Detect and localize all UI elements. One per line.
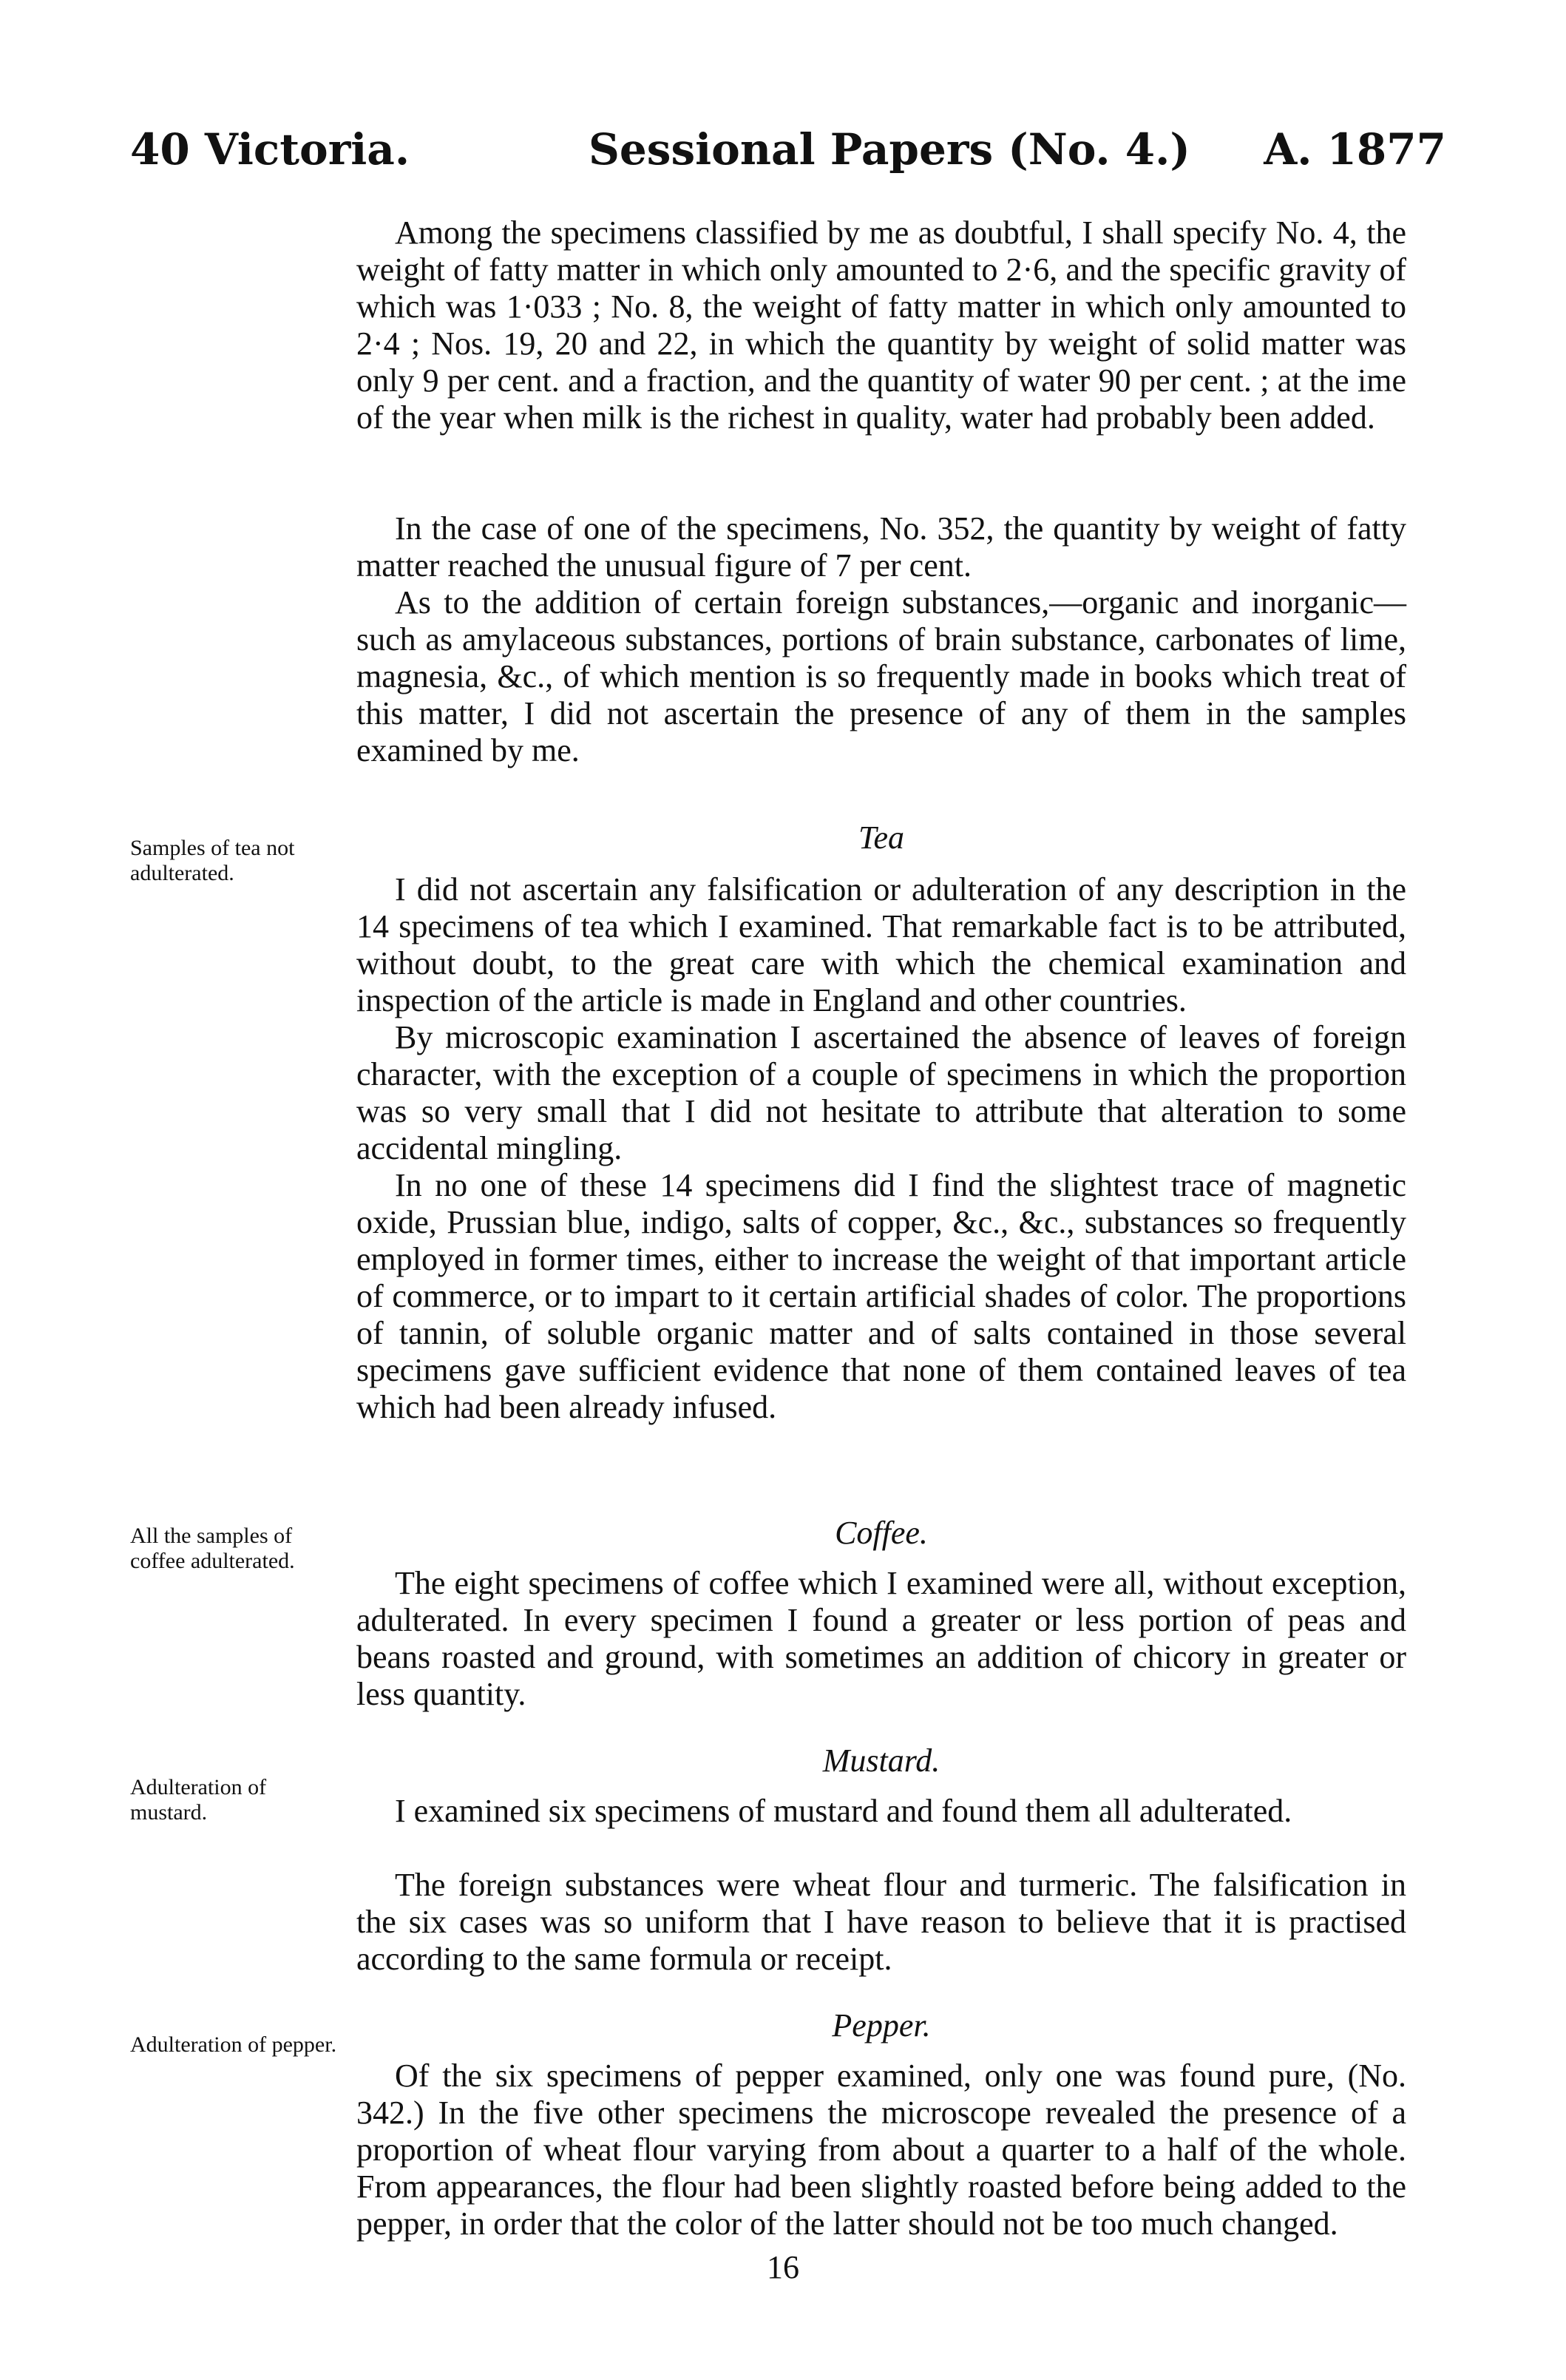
intro-paragraph: Among the specimens classified by me as doubtful, I shall specify No. 4, the weight of fatty matter in which only amounted to 2·6, and the specific gravity of which was 1·033 ; No. 8, the weight of fatty matter in which only amounted to 2·4 ; Nos. 19, 20 and 22, in which the quantity by weight of solid matter was only 9 per cent. and a fraction, and the quantity of water 90 per cent. ; at the ime of the year when milk is the richest in quality, water had probably been added. xyxy=(356,214,1406,436)
section-title-pepper: Pepper. xyxy=(832,2007,931,2043)
header-volume: 40 Victoria. xyxy=(130,124,410,175)
mustard-paragraph: I examined six specimens of mustard and found them all adulterated. xyxy=(395,1793,1292,1829)
margin-note-coffee: All the samples of coffee adulterated. xyxy=(130,1524,295,1573)
intro-paragraph: In the case of one of the specimens, No. 352, the quantity by weight of fatty matter reached the unusual figure of 7 per cent. xyxy=(356,510,1406,584)
tea-paragraph: In no one of these 14 specimens did I find the slightest trace of magnetic oxide, Prussian blue, indigo, salts of copper, &c., &c., substances so frequently employed in former times, either to increase the weight of that important article of commerce, or to impart to it certain artificial shades of color. The proportions of tannin, of soluble organic matter and of salts contained in those several specimens gave sufficient evidence that none of them contained leaves of tea which had been already infused. xyxy=(356,1167,1406,1425)
margin-note-pepper: Adulteration of pepper. xyxy=(130,2032,337,2057)
margin-note-mustard: Adulteration of mustard. xyxy=(130,1775,267,1825)
mustard-paragraph: The foreign substances were wheat flour and turmeric. The falsification in the six cases was so uniform that I have reason to believe that it is practised according to the same formula or receipt. xyxy=(356,1867,1406,1977)
header-title: Sessional Papers (No. 4.) xyxy=(589,124,1190,175)
header-year: A. 1877 xyxy=(1264,124,1446,175)
margin-note-tea: Samples of tea not adulterated. xyxy=(130,836,295,885)
main-text xyxy=(356,214,1406,2242)
section-title-tea: Tea xyxy=(858,819,904,856)
intro-paragraph: As to the addition of certain foreign substances,—organic and inorganic—such as amylaceous substances, portions of brain substance, carbonates of lime, magnesia, &c., of which mention is so frequently made in books which treat of this matter, I did not ascertain the presence of any of them in the samples examined by me. xyxy=(356,584,1406,768)
section-title-mustard: Mustard. xyxy=(822,1742,940,1779)
page-number: 16 xyxy=(767,2249,799,2285)
coffee-paragraph: The eight specimens of coffee which I examined were all, without exception, adulterated. In every specimen I found a greater or less portion of peas and beans roasted and ground, with sometimes an addition of chicory in greater or less quantity. xyxy=(356,1565,1406,1712)
page-header xyxy=(130,124,1446,183)
tea-paragraph: By microscopic examination I ascertained the absence of leaves of foreign character, with the exception of a couple of specimens in which the proportion was so very small that I did not hesitate to attribute that alteration to some accidental mingling. xyxy=(356,1019,1406,1166)
tea-paragraph: I did not ascertain any falsification or adulteration of any description in the 14 specimens of tea which I examined. That remarkable fact is to be attributed, without doubt, to the great care with which the chemical examination and inspection of the article is made in England and other countries. xyxy=(356,871,1406,1018)
pepper-paragraph: Of the six specimens of pepper examined, only one was found pure, (No. 342.) In the five other specimens the microscope revealed the presence of a proportion of wheat flour varying from about a quarter to a half of the whole. From appearances, the flour had been slightly roasted before being added to the pepper, in order that the color of the latter should not be too much changed. xyxy=(356,2058,1406,2242)
section-title-coffee: Coffee. xyxy=(835,1515,928,1551)
